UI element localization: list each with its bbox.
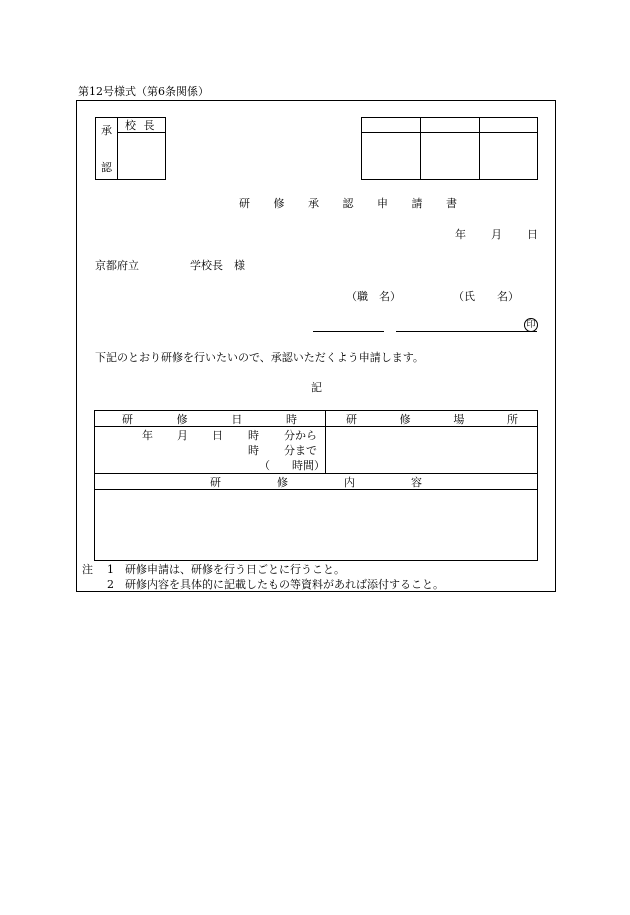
date-month-label: 月 — [491, 228, 502, 241]
stamp-cell-3[interactable] — [480, 133, 537, 179]
content-header-char: 研 — [210, 476, 221, 489]
place-input-cell[interactable] — [326, 427, 537, 472]
content-header-char: 容 — [411, 476, 422, 489]
header-place-char: 場 — [453, 413, 465, 426]
header-place-char: 研 — [346, 413, 357, 426]
date-year-label: 年 — [455, 228, 466, 241]
document-title: 研 修 承 認 申 請 書 — [239, 197, 467, 210]
note-2-number: 2 — [107, 578, 114, 591]
cell-month: 月 — [177, 429, 188, 442]
header-place-char: 修 — [399, 413, 411, 426]
addressee-suffix: 学校長 様 — [190, 259, 245, 272]
cell-duration: （ 時間） — [259, 459, 325, 472]
approval-header-line — [117, 132, 165, 133]
request-text: 下記のとおり研修を行いたいので、承認いただくよう申請します。 — [95, 351, 424, 364]
school-name-field[interactable] — [145, 257, 185, 273]
approval-label-bottom: 認 — [101, 161, 112, 174]
content-header — [210, 477, 422, 488]
content-header-char: 内 — [344, 476, 355, 489]
seal-mark: 印 — [524, 318, 538, 332]
header-datetime-char: 時 — [285, 413, 297, 426]
note-1-text: 研修申請は、研修を行う日ごとに行うこと。 — [125, 563, 345, 576]
position-field[interactable] — [313, 331, 384, 332]
approval-label-top: 承 — [101, 124, 112, 137]
ki-label: 記 — [311, 381, 322, 394]
date-day-label: 日 — [527, 228, 538, 241]
approval-divider — [117, 117, 118, 180]
header-place-char: 所 — [506, 413, 518, 426]
name-label: （氏 名） — [453, 290, 519, 303]
position-label: （職 名） — [346, 290, 401, 303]
notes-label: 注 — [82, 563, 93, 576]
stamp-cell-2[interactable] — [421, 133, 478, 179]
cell-start-hour: 時 — [248, 429, 259, 442]
content-input-area[interactable] — [95, 490, 537, 560]
content-header-char: 修 — [277, 476, 288, 489]
header-datetime-char: 研 — [122, 413, 133, 426]
note-1-number: 1 — [107, 563, 114, 576]
cell-day: 日 — [212, 429, 223, 442]
cell-end-hour: 時 — [248, 444, 259, 457]
header-datetime-char: 修 — [176, 413, 188, 426]
note-2-text: 研修内容を具体的に記載したもの等資料があれば添付すること。 — [125, 578, 444, 591]
cell-end-minute: 分まで — [284, 444, 317, 457]
header-place — [346, 414, 518, 425]
cell-year: 年 — [142, 429, 153, 442]
table-mid-line — [94, 473, 538, 474]
form-number: 第12号様式（第6条関係） — [78, 85, 209, 98]
principal-header: 校 長 — [125, 119, 157, 132]
header-datetime — [122, 414, 297, 425]
name-field[interactable] — [396, 331, 537, 332]
header-datetime-char: 日 — [231, 413, 243, 426]
cell-start-minute: 分から — [284, 429, 317, 442]
stamp-cell-1[interactable] — [362, 133, 419, 179]
addressee-prefix: 京都府立 — [95, 259, 139, 272]
